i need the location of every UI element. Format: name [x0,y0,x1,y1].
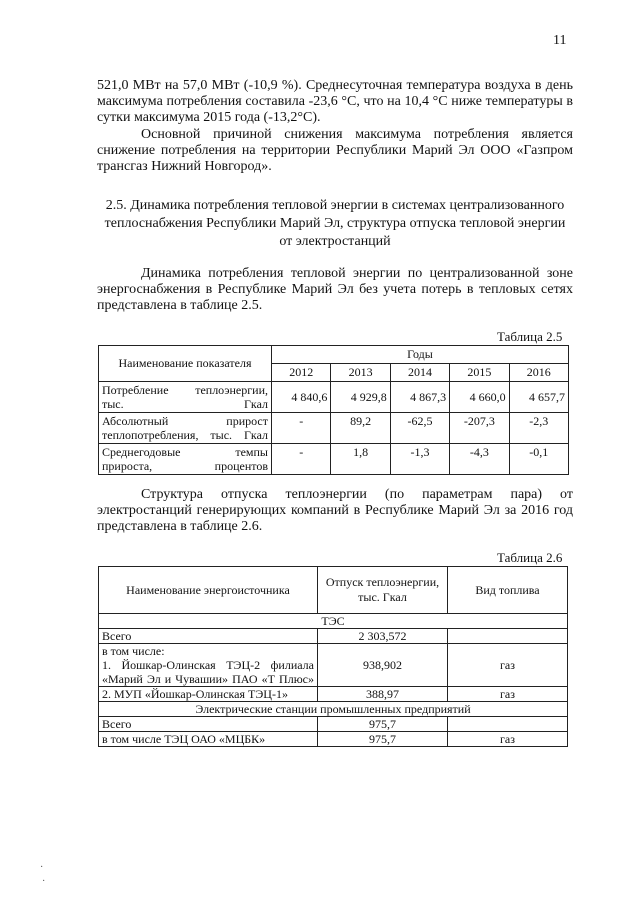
table-cell: 4 840,6 [272,382,331,413]
table-row [99,687,568,702]
table-cell: -4,3 [450,444,509,475]
table-cell: газ [448,732,568,747]
table-cell: 4 660,0 [450,382,509,413]
table-cell: -62,5 [390,413,449,444]
paragraph-2: Основной причиной снижения максимума потребления является снижение потребления на территории Республики Марий Эл ООО «Газпром трансгаз Нижний Новгород». [97,127,573,174]
section-row [99,614,568,629]
year-cell: 2014 [390,364,449,382]
table-cell: 4 929,8 [331,382,390,413]
page-number: 11 [553,33,567,48]
row-name-detail: 1. Йошкар-Олинская ТЭЦ-2 филиала «Марий Эл и Чувашии» ПАО «Т Плюс» [102,658,314,686]
table-cell: 4 657,7 [509,382,568,413]
table-row [99,382,569,413]
header-supply: Отпуск теплоэнергии, тыс. Гкал [318,567,448,614]
header-fuel: Вид топлива [448,567,568,614]
table-row [99,644,568,687]
row-name: Потребление теплоэнергии, тыс. Гкал [99,382,272,413]
table-cell: -1,3 [390,444,449,475]
table-cell: -2,3 [509,413,568,444]
row-name: Всего [99,717,318,732]
paragraph-4: Структура отпуска теплоэнергии (по параметрам пара) от электростанций генерирующих компаний в Республике Марий Эл за 2016 год представлена в таблице 2.6. [97,487,573,534]
table-row [99,444,569,475]
scan-speck: · [40,862,44,873]
header-source: Наименование энергоисточника [99,567,318,614]
section-row [99,702,568,717]
table-cell: 975,7 [318,717,448,732]
row-name: в том числе ТЭЦ ОАО «МЦБК» [99,732,318,747]
table-2-6-caption: Таблица 2.6 [497,550,563,565]
paragraph-3: Динамика потребления тепловой энергии по централизованной зоне энергоснабжения в Республике Марий Эл без учета потерь в тепловых сетях представлена в таблице 2.5. [97,266,573,313]
table-cell: -207,3 [450,413,509,444]
table-row [99,732,568,747]
table-cell: 388,97 [318,687,448,702]
table-cell: - [272,444,331,475]
table-row [99,413,569,444]
table-cell: 1,8 [331,444,390,475]
table-2-6 [98,566,568,747]
section-heading: 2.5. Динамика потребления тепловой энергии в системах централизованного теплоснабжения Республики Марий Эл, структура отпуска тепловой энергии от электростанций [104,198,566,249]
section-industrial: Электрические станции промышленных предприятий [99,702,568,717]
year-cell: 2013 [331,364,390,382]
table-2-5 [98,345,569,475]
paragraph-1: 521,0 МВт на 57,0 МВт (-10,9 %). Среднесуточная температура воздуха в день максимума потребления составила -23,6 °С, что на 10,4 °С ниже температуры в сутки максимума 2015 года (-13,2°С). [97,78,573,125]
row-name: Абсолютный прирост теплопотребления, тыс. Гкал [99,413,272,444]
year-cell: 2016 [509,364,568,382]
row-name: Среднегодовые темпы прироста, процентов [99,444,272,475]
table-cell: -0,1 [509,444,568,475]
table-cell: 4 867,3 [390,382,449,413]
section-tes: ТЭС [99,614,568,629]
table-cell [448,629,568,644]
table-cell: газ [448,644,568,687]
year-cell: 2012 [272,364,331,382]
row-name: 2. МУП «Йошкар-Олинская ТЭЦ-1» [99,687,318,702]
table-row [99,629,568,644]
table-header-row [99,567,568,614]
row-name: Всего [99,629,318,644]
table-cell [448,717,568,732]
table-row [99,717,568,732]
header-years: Годы [272,346,569,364]
table-cell: 938,902 [318,644,448,687]
table-cell: 975,7 [318,732,448,747]
row-name-group [99,644,318,687]
header-indicator-name: Наименование показателя [99,346,272,382]
table-cell: 89,2 [331,413,390,444]
table-cell: газ [448,687,568,702]
scan-speck: · [42,876,46,887]
row-name: в том числе: [102,644,165,658]
table-cell: 2 303,572 [318,629,448,644]
table-header-row [99,346,569,364]
table-cell: - [272,413,331,444]
table-2-5-caption: Таблица 2.5 [497,329,563,344]
year-cell: 2015 [450,364,509,382]
